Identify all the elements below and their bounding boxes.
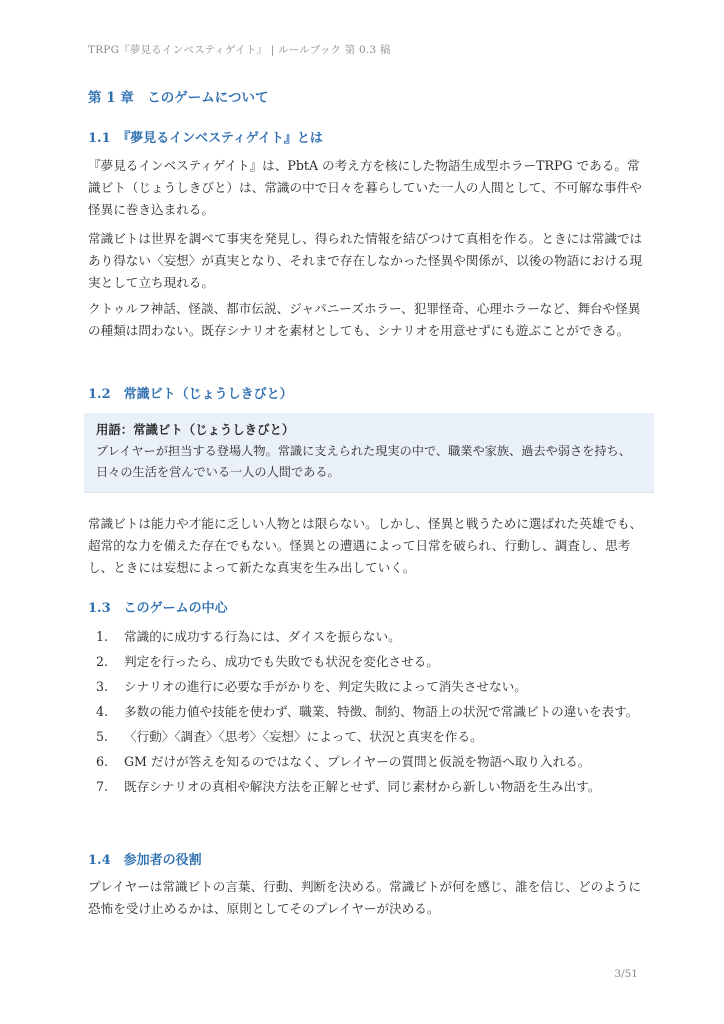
paragraph-1-1-c: クトゥルフ神話、怪談、都市伝説、ジャパニーズホラー、犯罪怪奇、心理ホラーなど、舞台や怪異の種類は問わない。既存シナリオを素材としても、シナリオを用意せずにも遊ぶことができる。 (88, 301, 641, 338)
chapter-title: 第 1 章 このゲームについて (88, 90, 269, 106)
list-item (96, 726, 648, 747)
list-item (96, 626, 648, 647)
list-item-text: シナリオの進行に必要な手がかりを、判定失敗によって消失させない。 (124, 679, 527, 694)
paragraph-1-4: プレイヤーは常識ビトの言葉、行動、判断を決める。常識ビトが何を感じ、誰を信じ、どのように恐怖を受け止めるかは、原則としてそのプレイヤーが決める。 (88, 879, 641, 916)
section-heading-1-4: 1.4 参加者の役割 (88, 853, 202, 868)
list-item-text: 常識的に成功する行為には、ダイスを振らない。 (124, 629, 401, 644)
list-item-text: 判定を行ったら、成功でも失敗でも状況を変化させる。 (124, 654, 439, 669)
section-heading-1-2: 1.2 常識ビト（じょうしきびと） (88, 387, 293, 402)
list-item (96, 776, 648, 797)
paragraph-1-2: 常識ビトは能力や才能に乏しい人物とは限らない。しかし、怪異と戦うために選ばれた英雄でも、超常的な力を備えた存在でもない。怪異との遭遇によって日常を破られ、行動し、調査し、思考し、ときには妄想によって新たな真実を生み出していく。 (88, 516, 643, 575)
list-item-text: 既存シナリオの真相や解決方法を正解とせず、同じ素材から新しい物語を生み出す。 (124, 779, 601, 794)
section-heading-1-1: 1.1 『夢見るインベスティゲイト』とは (88, 131, 323, 146)
list-item-number: 2. (96, 654, 109, 669)
running-header: TRPG『夢見るインベスティゲイト』 | ルールブック 第 0.3 稿 (88, 44, 391, 56)
term-body: プレイヤーが担当する登場人物。常識に支えられた現実の中で、職業や家族、過去や弱さを持ち、日々の生活を営んでいる一人の人間である。 (96, 444, 631, 479)
list-item (96, 651, 648, 672)
list-item (96, 676, 648, 697)
term-title: 用語：常識ビト（じょうしきびと） (96, 422, 295, 437)
list-item-text: 〈行動〉〈調査〉〈思考〉〈妄想〉によって、状況と真実を作る。 (124, 729, 483, 744)
list-item-number: 6. (96, 754, 109, 769)
list-item-number: 4. (96, 704, 109, 719)
list-item-number: 1. (96, 629, 109, 644)
section-heading-1-3: 1.3 このゲームの中心 (88, 601, 228, 616)
list-item-number: 7. (96, 779, 109, 794)
list-item-text: GM だけが答えを知るのではなく、プレイヤーの質問と仮説を物語へ取り入れる。 (124, 754, 591, 769)
paragraph-1-1-a: 『夢見るインベスティゲイト』は、PbtA の考え方を核にした物語生成型ホラーTRPG である。常識ビト（じょうしきびと）は、常識の中で日々を暮らしていた一人の人間として、不可解な事件や怪異に巻き込まれる。 (88, 158, 642, 217)
list-item-number: 5. (96, 729, 109, 744)
page-number: 3/51 (614, 968, 638, 980)
paragraph-1-1-b: 常識ビトは世界を調べて事実を発見し、得られた情報を結びつけて真相を作る。ときには常識ではあり得ない〈妄想〉が真実となり、それまで存在しなかった怪異や関係が、以後の物語における現実として立ち現れる。 (88, 231, 643, 290)
list-item-text: 多数の能力値や技能を使わず、職業、特徴、制約、物語上の状況で常識ビトの違いを表す。 (124, 704, 639, 719)
list-item (96, 751, 648, 772)
list-item-number: 3. (96, 679, 109, 694)
list-item (96, 701, 648, 722)
core-principles-list (96, 626, 648, 801)
term-definition-box (84, 413, 654, 493)
